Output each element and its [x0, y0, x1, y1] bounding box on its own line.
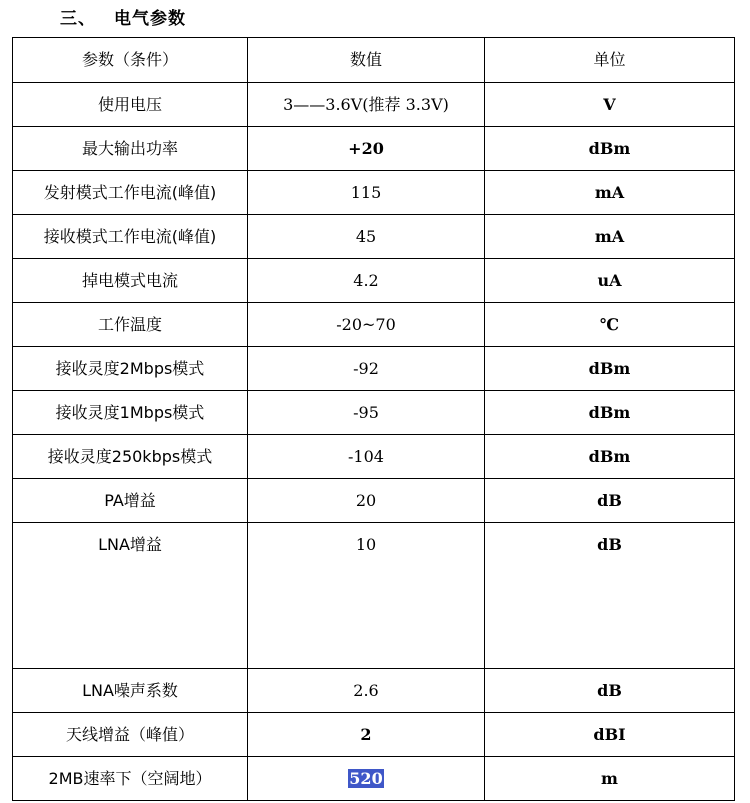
value-cell: 4.2 [248, 259, 485, 303]
value-cell: 2.6 [248, 669, 485, 713]
param-cell: 掉电模式电流 [13, 259, 248, 303]
param-cell: PA增益 [13, 479, 248, 523]
unit-cell: dB [485, 669, 735, 713]
electrical-parameters-table [12, 37, 735, 801]
unit-cell: dBI [485, 713, 735, 757]
table-row [13, 215, 735, 259]
unit-cell: mA [485, 215, 735, 259]
param-cell: LNA增益 [13, 523, 248, 669]
table-row [13, 523, 735, 669]
param-cell: LNA噪声系数 [13, 669, 248, 713]
table-row [13, 669, 735, 713]
param-cell: 接收模式工作电流(峰值) [13, 215, 248, 259]
header-value: 数值 [248, 38, 485, 83]
unit-cell: dBm [485, 347, 735, 391]
header-unit: 单位 [485, 38, 735, 83]
unit-cell: m [485, 757, 735, 801]
table-row [13, 171, 735, 215]
selected-text-highlight[interactable]: 520 [349, 768, 383, 788]
param-cell: 天线增益（峰值） [13, 713, 248, 757]
param-cell: 2MB速率下（空阔地） [13, 757, 248, 801]
value-cell: -95 [248, 391, 485, 435]
value-cell: 115 [248, 171, 485, 215]
unit-cell: dB [485, 523, 735, 669]
table-row [13, 391, 735, 435]
unit-cell: dB [485, 479, 735, 523]
unit-cell: dBm [485, 435, 735, 479]
unit-cell: mA [485, 171, 735, 215]
unit-cell: uA [485, 259, 735, 303]
table-row [13, 83, 735, 127]
value-cell: 10 [248, 523, 485, 669]
table-row [13, 435, 735, 479]
unit-cell: dBm [485, 391, 735, 435]
table-row [13, 127, 735, 171]
value-cell: 3——3.6V(推荐 3.3V) [248, 83, 485, 127]
section-heading [60, 4, 186, 28]
unit-cell: V [485, 83, 735, 127]
table-row [13, 303, 735, 347]
value-cell: 2 [248, 713, 485, 757]
unit-cell: ℃ [485, 303, 735, 347]
table-row [13, 259, 735, 303]
section-number: 三、 [60, 8, 96, 29]
value-cell: +20 [248, 127, 485, 171]
param-cell: 接收灵度1Mbps模式 [13, 391, 248, 435]
table-row [13, 757, 735, 801]
param-cell: 最大输出功率 [13, 127, 248, 171]
param-cell: 接收灵度2Mbps模式 [13, 347, 248, 391]
unit-cell: dBm [485, 127, 735, 171]
param-cell: 接收灵度250kbps模式 [13, 435, 248, 479]
table-row [13, 347, 735, 391]
value-cell: -104 [248, 435, 485, 479]
param-cell: 使用电压 [13, 83, 248, 127]
table-row [13, 479, 735, 523]
table-header-row [13, 38, 735, 83]
value-cell: -20~70 [248, 303, 485, 347]
value-cell: 20 [248, 479, 485, 523]
value-cell: -92 [248, 347, 485, 391]
table-row [13, 713, 735, 757]
value-cell: 45 [248, 215, 485, 259]
value-cell [248, 757, 485, 801]
header-param: 参数（条件） [13, 38, 248, 83]
section-title: 电气参数 [114, 8, 186, 29]
param-cell: 工作温度 [13, 303, 248, 347]
param-cell: 发射模式工作电流(峰值) [13, 171, 248, 215]
